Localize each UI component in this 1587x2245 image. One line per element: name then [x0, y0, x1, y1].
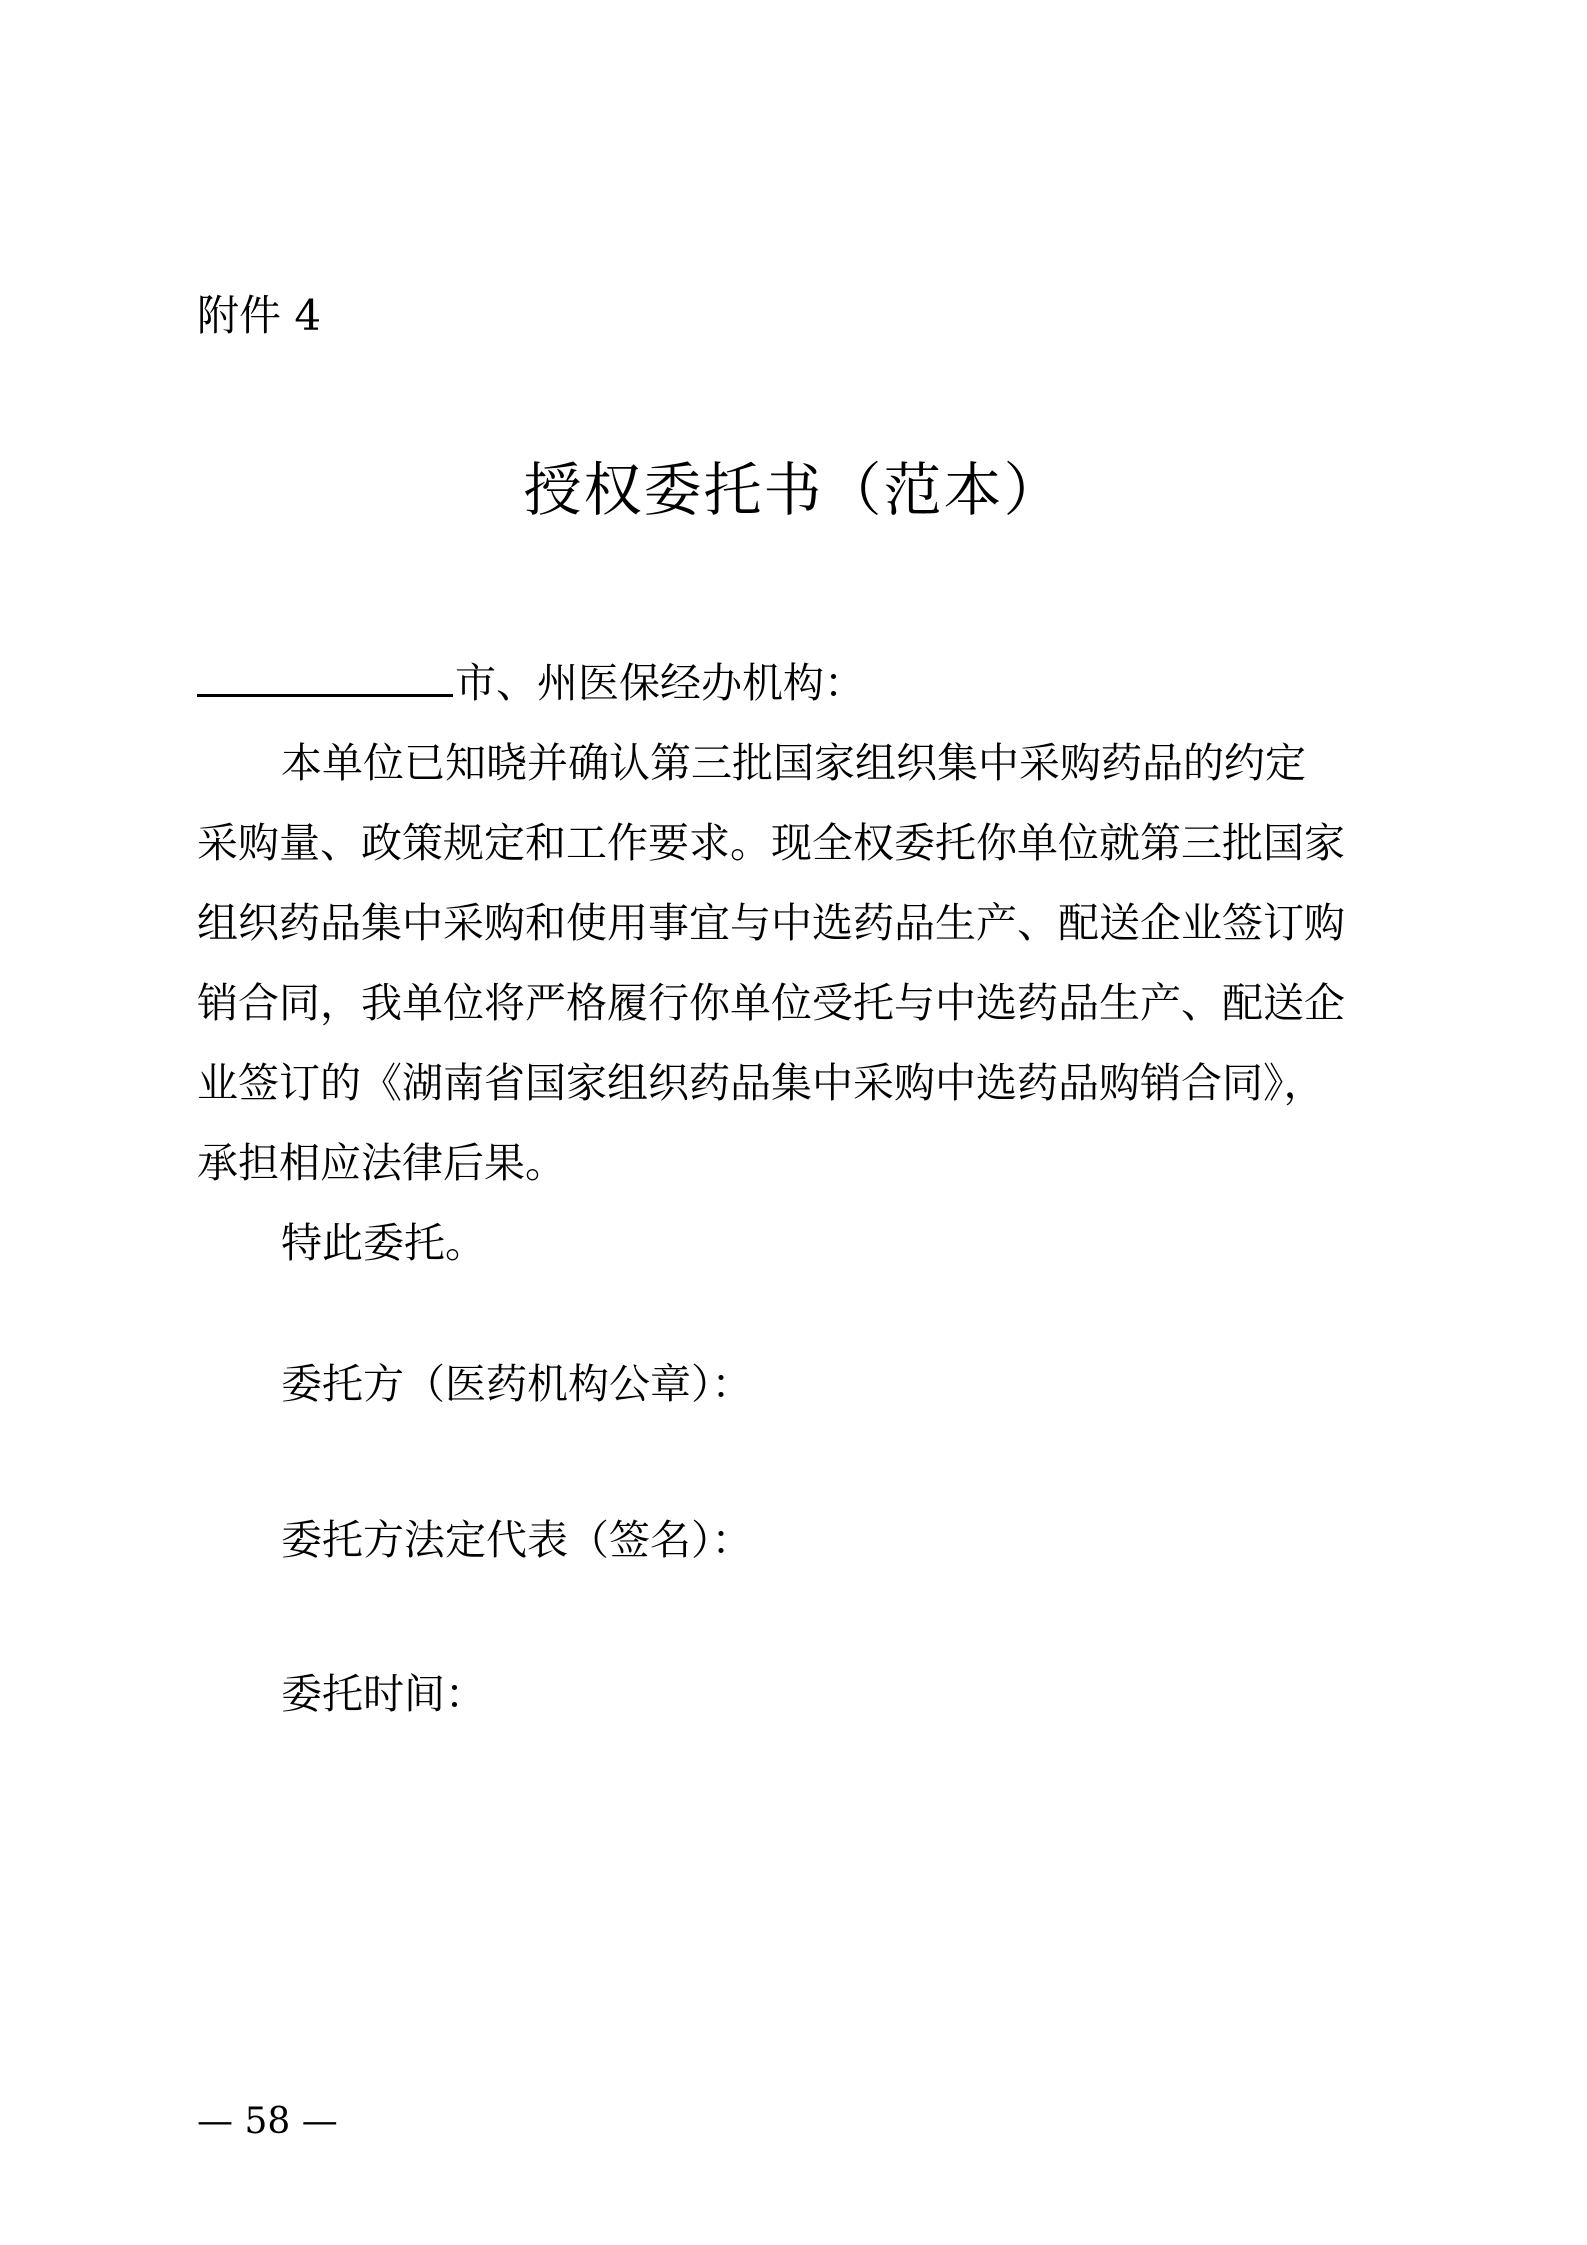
paragraph-line: 采购量、政策规定和工作要求。现全权委托你单位就第三批国家: [197, 819, 1345, 867]
paragraph-line: 承担相应法律后果。: [197, 1139, 566, 1187]
addressee-suffix: 市、州医保经办机构：: [455, 659, 865, 707]
addressee-blank-field: [197, 644, 453, 697]
attachment-label: 附件 4: [197, 291, 322, 340]
paragraph-line: 业签订的《湖南省国家组织药品集中采购中选药品购销合同》，: [197, 1059, 1325, 1107]
closing-line: 特此委托。: [281, 1219, 486, 1267]
letter-body: [197, 643, 1397, 1283]
paragraph-line: 销合同，我单位将严格履行你单位受托与中选药品生产、配送企: [197, 979, 1345, 1027]
representative-signature-label: 委托方法定代表（签名）：: [281, 1516, 753, 1564]
date-label: 委托时间：: [281, 1670, 486, 1718]
seal-label: 委托方（医药机构公章）：: [281, 1360, 753, 1408]
paragraph-line: 组织药品集中采购和使用事宜与中选药品生产、配送企业签订购: [197, 899, 1345, 947]
page-number: — 58 —: [197, 2101, 338, 2142]
addressee-line: [197, 643, 1397, 723]
document-title: 授权委托书（范本）: [523, 456, 1064, 524]
paragraph-line: 本单位已知晓并确认第三批国家组织集中采购药品的约定: [281, 739, 1306, 787]
